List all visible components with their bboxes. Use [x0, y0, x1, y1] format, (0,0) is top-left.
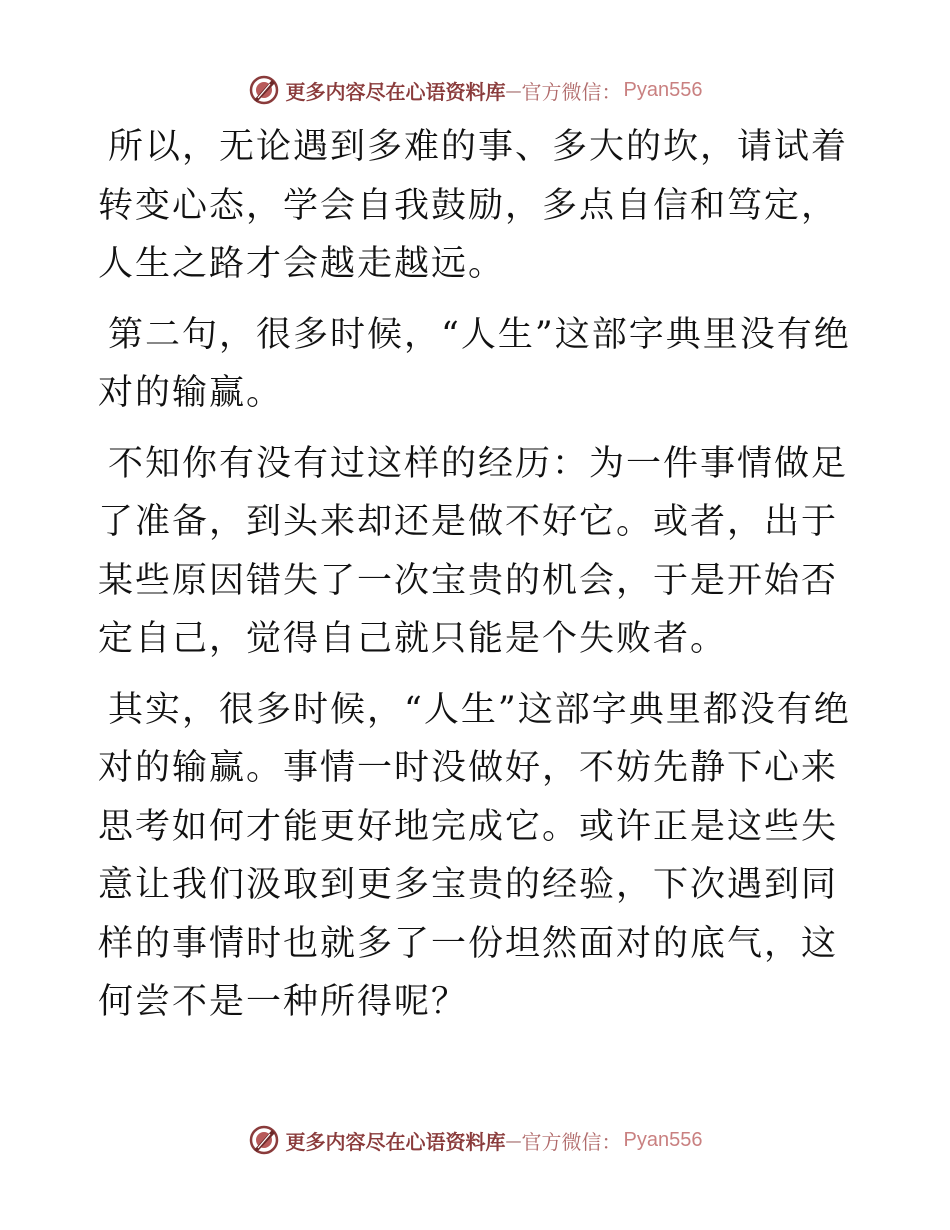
brand-separator: — — [505, 1130, 522, 1150]
paragraph-2: 第二句，很多时候，“人生”这部字典里没有绝对的输赢。 — [98, 314, 851, 413]
quill-seal-icon — [248, 1124, 280, 1156]
wechat-label: 官方微信： — [521, 1129, 622, 1154]
document-body — [98, 118, 853, 1044]
brand-separator: — — [505, 80, 522, 100]
header-watermark — [0, 70, 950, 110]
wechat-id: Pyan556 — [623, 1128, 703, 1151]
paragraph-3: 不知你有没有过这样的经历：为一件事情做足了准备，到头来却还是做不好它。或者，出于某些原因错失了一次宝贵的机会，于是开始否定自己，觉得自己就只能是个失败者。 — [98, 443, 849, 659]
footer-watermark — [0, 1120, 950, 1160]
wechat-id: Pyan556 — [623, 78, 703, 101]
paragraph-4: 其实，很多时候，“人生”这部字典里都没有绝对的输赢。事情一时没做好，不妨先静下心来思考如何才能更好地完成它。或许正是这些失意让我们汲取到更多宝贵的经验，下次遇到同样的事情时也就多了一份坦然面对的底气，这何尝不是一种所得呢？ — [98, 689, 851, 1022]
quill-seal-icon — [248, 74, 280, 106]
brand-text: 更多内容尽在心语资料库 — [285, 1129, 506, 1154]
paragraph-1: 所以，无论遇到多难的事、多大的坎，请试着转变心态，学会自我鼓励，多点自信和笃定，人生之路才会越走越远。 — [98, 127, 849, 284]
brand-text: 更多内容尽在心语资料库 — [285, 79, 506, 104]
wechat-label: 官方微信： — [521, 79, 622, 104]
